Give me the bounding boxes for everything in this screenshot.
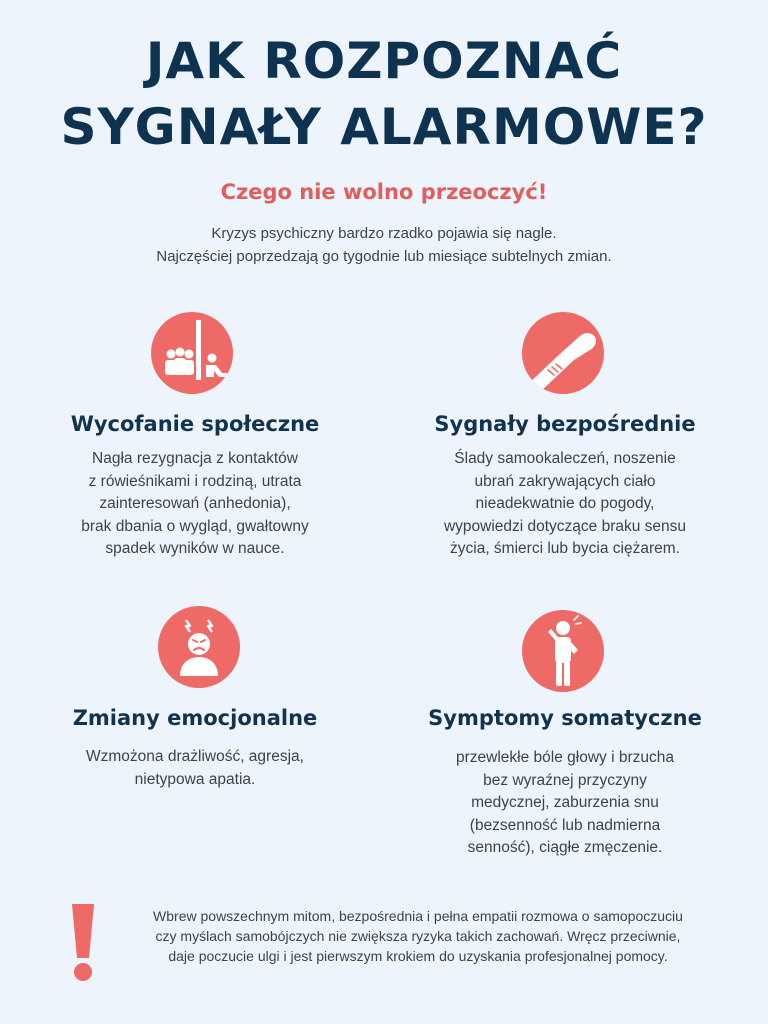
card-title-social: Wycofanie społeczne [70,412,320,436]
card-title-somatic: Symptomy somatyczne [428,706,702,730]
angry-person-icon [158,606,240,688]
card-text-direct [410,448,720,561]
card-social-line-3: zainteresowań (anhedonia), [99,495,291,512]
subtitle: Czego nie wolno przeoczyć! [220,180,548,204]
card-title-emotional: Zmiany emocjonalne [72,706,318,730]
card-somatic-line-5: senność), ciągłe zmęczenie. [467,839,663,856]
pain-person-icon [522,610,604,692]
card-direct-line-2: ubrań zakrywających ciało [474,472,656,490]
card-somatic-line-4: (bezsenność lub nadmierna [469,816,661,834]
exclamation-icon [66,902,100,984]
title-line-1: JAK ROZPOZNAĆ [145,32,623,90]
intro-line-1: Kryzys psychiczny bardzo rzadko pojawia się nagle. [211,225,557,242]
note-line-1: Wbrew powszechnym mitom, bezpośrednia i pełna empatii rozmowa o samopoczuciu [153,908,683,924]
social-withdrawal-icon [151,312,233,394]
card-direct-line-5: życia, śmierci lub bycia ciężarem. [450,540,680,557]
card-emotional-line-1: Wzmożona drażliwość, agresja, [86,748,304,765]
title-line-2: SYGNAŁY ALARMOWE? [60,98,708,156]
card-social-line-4: brak dbania o wygląd, gwałtowny [81,517,309,535]
card-emotional-line-2: nietypowa apatia. [134,770,256,788]
intro-text [0,222,768,268]
note-line-2: czy myślach samobójczych nie zwiększa ryzyka takich zachowań. Wręcz przeciwnie, [155,928,681,944]
page-title [0,28,768,160]
note-line-3: daje poczucie ulgi i jest pierwszym krokiem do uzyskania profesjonalnej pomocy. [168,948,668,964]
card-social-line-2: z rówieśnikami i rodziną, utrata [88,472,302,490]
card-direct-line-1: Ślady samookaleczeń, noszenie [454,450,676,467]
card-social-line-1: Nagła rezygnacja z kontaktów [92,450,298,467]
card-text-emotional [40,746,350,791]
note-text [100,906,736,966]
intro-line-2: Najczęściej poprzedzają go tygodnie lub miesiące subtelnych zmian. [156,248,612,265]
card-somatic-line-1: przewlekłe bóle głowy i brzucha [456,749,674,766]
wounded-arm-icon [522,312,604,394]
card-title-direct: Sygnały bezpośrednie [434,412,696,436]
card-direct-line-4: wypowiedzi dotyczące braku sensu [443,517,687,535]
card-somatic-line-2: bez wyraźnej przyczyny [483,771,647,789]
card-somatic-line-3: medycznej, zaburzenia snu [471,794,659,811]
card-text-somatic [410,747,720,860]
card-social-line-5: spadek wyników w nauce. [105,540,285,557]
card-text-social [40,448,350,561]
card-direct-line-3: nieadekwatnie do pogody, [475,495,655,512]
